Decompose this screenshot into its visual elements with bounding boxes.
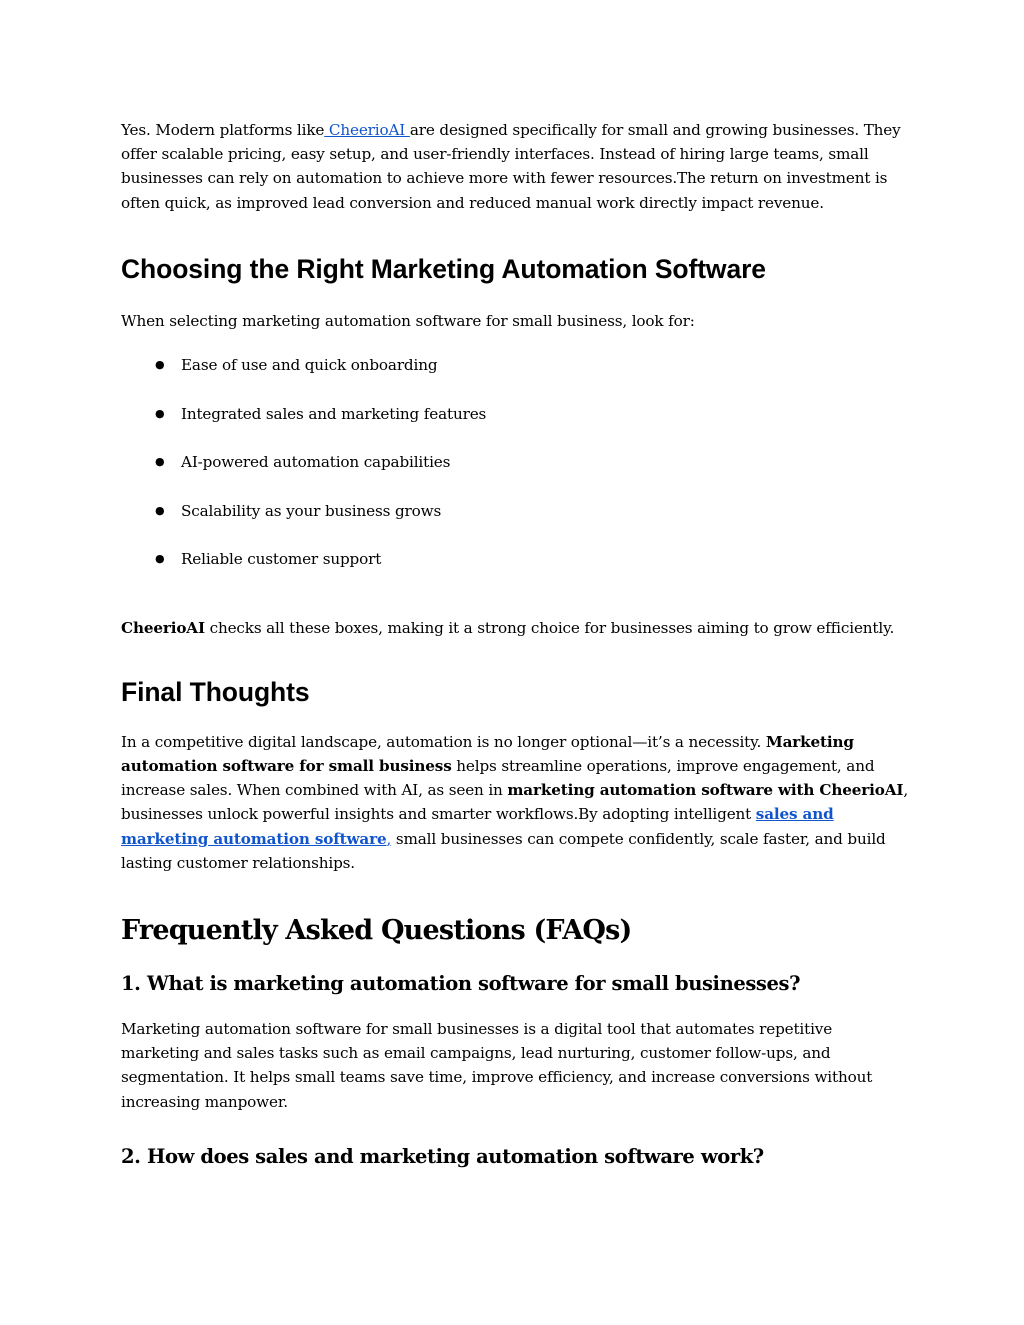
- final-thoughts-paragraph: [121, 730, 911, 875]
- final-text-4: small businesses can compete confidently, scale faster, and build lasting customer relationships.: [121, 829, 886, 872]
- choosing-summary: [121, 616, 911, 640]
- faq-question-2: 2. How does sales and marketing automation software work?: [121, 1144, 764, 1168]
- list-item-text: Reliable customer support: [181, 550, 382, 569]
- list-item-text: Ease of use and quick onboarding: [181, 356, 438, 375]
- intro-text-end: are designed specifically for small and growing businesses. They offer scalable pricing, easy setup, and user-friendly interfaces. Instead of hiring large teams, small businesses can rely on automation to achieve more with fewer resources.The return on investment is often quick, as improved lead conversion and reduced manual work directly impact revenue.: [121, 121, 901, 212]
- intro-text-start: Yes. Modern platforms like: [121, 121, 325, 139]
- final-text-2: helps streamline operations, improve engagement, and increase sales. When combined with AI, as seen in: [121, 756, 875, 800]
- final-text-1: In a competitive digital landscape, automation is no longer optional—it’s a necessity.: [121, 732, 766, 751]
- choosing-lead: When selecting marketing automation software for small business, look for:: [121, 311, 695, 330]
- summary-text: checks all these boxes, making it a strong choice for businesses aiming to grow efficiently.: [204, 618, 895, 637]
- faqs-heading: Frequently Asked Questions (FAQs): [121, 914, 632, 946]
- faq-answer-1: Marketing automation software for small businesses is a digital tool that automates repetitive marketing and sales tasks such as email campaigns, lead nurturing, customer follow-ups, and segmentation. It helps small teams save time, improve efficiency, and increase conversions without increasing manpower.: [121, 1019, 873, 1111]
- summary-bold-brand: CheerioAI: [121, 618, 205, 637]
- faq-question-1: 1. What is marketing automation software for small businesses?: [121, 971, 801, 995]
- final-bold-1: Marketing automation software for small business: [121, 732, 854, 775]
- bullet-icon: ●: [155, 406, 165, 420]
- link-comma: ,: [386, 829, 392, 848]
- list-item: [121, 450, 911, 499]
- list-item: [121, 402, 911, 451]
- final-bold-2: marketing automation software with CheerioAI: [507, 781, 904, 800]
- bullet-icon: ●: [155, 552, 165, 566]
- choosing-heading: Choosing the Right Marketing Automation Software: [121, 253, 766, 284]
- bullet-icon: ●: [155, 358, 165, 372]
- criteria-list: [121, 353, 911, 596]
- final-thoughts-heading: Final Thoughts: [121, 676, 310, 707]
- bullet-icon: ●: [155, 503, 165, 517]
- bullet-icon: ●: [155, 455, 165, 469]
- document-page: [121, 118, 911, 1170]
- intro-paragraph: [121, 118, 911, 215]
- list-item-text: Scalability as your business grows: [181, 501, 442, 520]
- list-item: [121, 547, 911, 596]
- link-bold-text: sales and marketing automation software: [121, 805, 834, 848]
- list-item: [121, 353, 911, 402]
- list-item-text: Integrated sales and marketing features: [181, 404, 487, 423]
- list-item: [121, 499, 911, 548]
- final-text-3: , businesses unlock powerful insights and smarter workflows.By adopting intelligent: [121, 781, 908, 824]
- list-item-text: AI-powered automation capabilities: [181, 453, 451, 472]
- cheerioai-link[interactable]: CheerioAI: [324, 121, 410, 139]
